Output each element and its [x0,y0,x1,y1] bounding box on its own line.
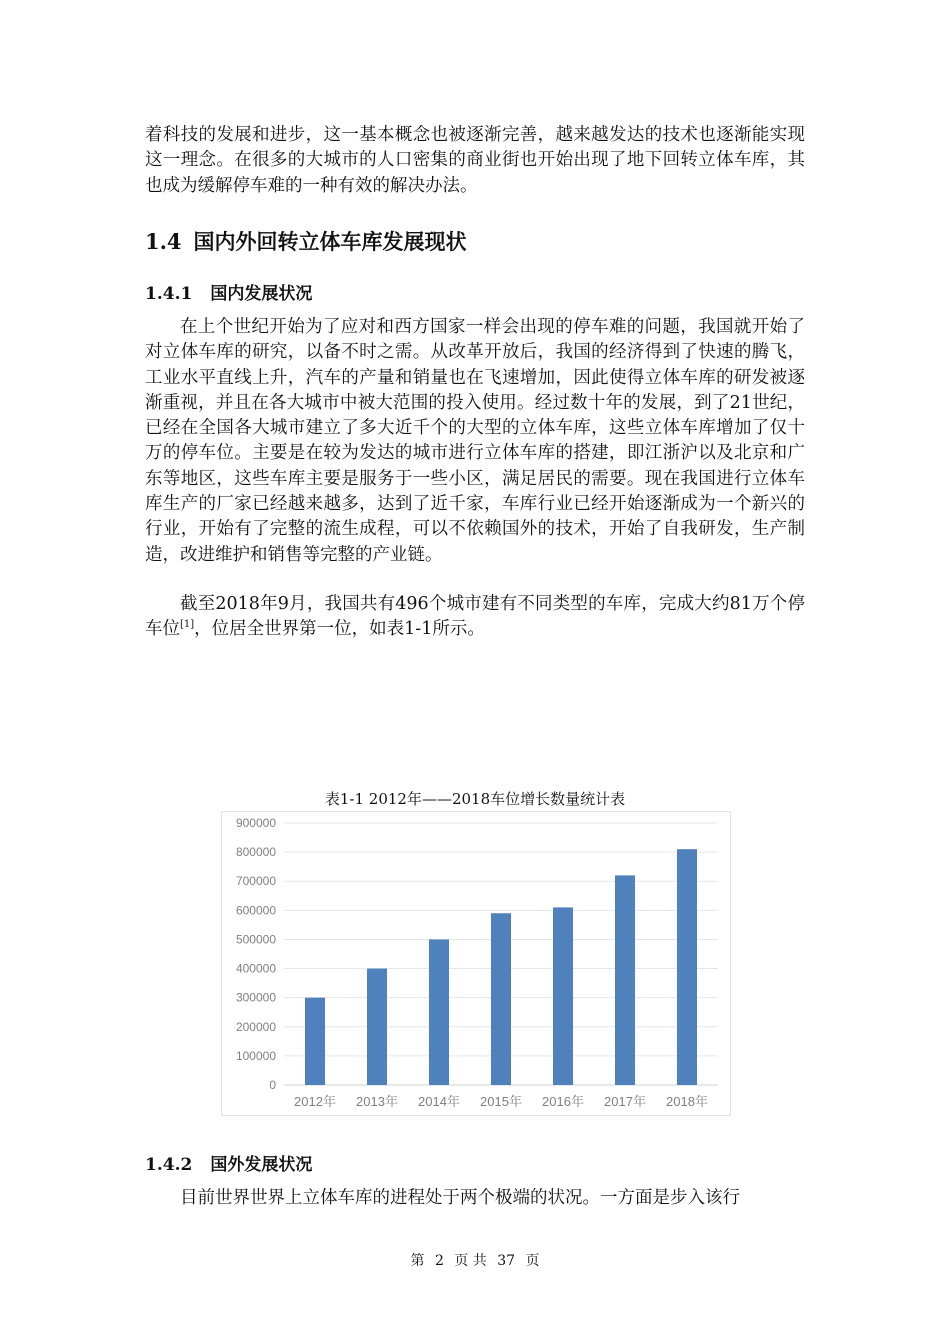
bar [553,907,573,1085]
section-title: 国内外回转立体车库发展现状 [193,230,467,254]
bar [429,939,449,1085]
subsection-number: 1.4.2 [145,1155,193,1175]
bar-chart [222,812,730,1115]
bar-chart-container [221,811,731,1116]
subsection-number: 1.4.1 [145,284,193,304]
subsection-title: 国内发展状况 [210,284,313,304]
x-tick-label: 2014年 [418,1094,460,1109]
x-tick-label: 2015年 [480,1094,522,1109]
y-tick-label: 700000 [235,874,276,889]
footer-page-number: 2 [434,1253,444,1269]
bar [305,998,325,1085]
y-tick-label: 300000 [235,990,276,1005]
subsection-heading-domestic [145,279,312,304]
x-tick-label: 2012年 [294,1094,336,1109]
bar [677,849,697,1085]
domestic-paragraph-2 [145,592,805,643]
footer-total-pages: 37 [497,1253,516,1269]
page-footer [0,1250,950,1270]
foreign-paragraph: 目前世界世界上立体车库的进程处于两个极端的状况。一方面是步入该行 [180,1188,740,1208]
paragraph-text-end: ，位居全世界第一位，如表1-1所示。 [194,619,485,640]
y-tick-label: 800000 [235,845,276,860]
paragraph-text: 截至2018年9月，我国共有496个城市建有不同类型的车库，完成大约81万个停车位 [145,594,805,640]
domestic-paragraph-1: 在上个世纪开始为了应对和西方国家一样会出现的停车难的问题，我国就开始了对立体车库的研究，以备不时之需。从改革开放后，我国的经济得到了快速的腾飞，工业水平直线上升，汽车的产量和销量也在飞速增加，因此使得立体车库的研发被逐渐重视，并且在各大城市中被大范围的投入使用。经过数十年的发展，到了21世纪，已经在全国各大城市建立了多大近千个的大型的立体车库，这些立体车库增加了仅十万的停车位。主要是在较为发达的城市进行立体车库的搭建，即江浙沪以及北京和广东等地区，这些车库主要是服务于一些小区，满足居民的需要。现在我国进行立体车库生产的厂家已经越来越多，达到了近千家，车库行业已经开始逐渐成为一个新兴的行业，开始有了完整的流生成程，可以不依赖国外的技术，开始了自我研发，生产制造，改进维护和销售等完整的产业链。 [145,317,805,565]
x-tick-label: 2018年 [666,1094,708,1109]
x-tick-label: 2017年 [604,1094,646,1109]
y-tick-label: 100000 [235,1048,276,1063]
y-tick-label: 500000 [235,932,276,947]
footer-prefix: 第 [410,1253,425,1269]
citation-link[interactable]: [1] [180,619,195,631]
subsection-title: 国外发展状况 [210,1155,313,1175]
footer-suffix: 页 [525,1253,540,1269]
y-tick-label: 200000 [235,1019,276,1034]
y-tick-label: 0 [269,1078,276,1092]
y-tick-label: 400000 [235,961,276,976]
section-number: 1.4 [145,229,182,254]
subsection-heading-foreign [145,1150,312,1175]
bar [615,875,635,1085]
footer-middle: 页 共 [454,1253,487,1269]
bar [367,969,387,1085]
y-tick-label: 600000 [235,903,276,918]
section-heading [145,226,467,256]
y-tick-label: 900000 [235,816,276,830]
x-tick-label: 2016年 [542,1094,584,1109]
intro-paragraph: 着科技的发展和进步，这一基本概念也被逐渐完善，越来越发达的技术也逐渐能实现这一理念。在很多的大城市的人口密集的商业街也开始出现了地下回转立体车库，其也成为缓解停车难的一种有效的解决办法。 [145,125,805,196]
bar [491,913,511,1085]
chart-caption: 表1-1 2012年——2018车位增长数量统计表 [324,790,626,808]
x-tick-label: 2013年 [356,1094,398,1109]
